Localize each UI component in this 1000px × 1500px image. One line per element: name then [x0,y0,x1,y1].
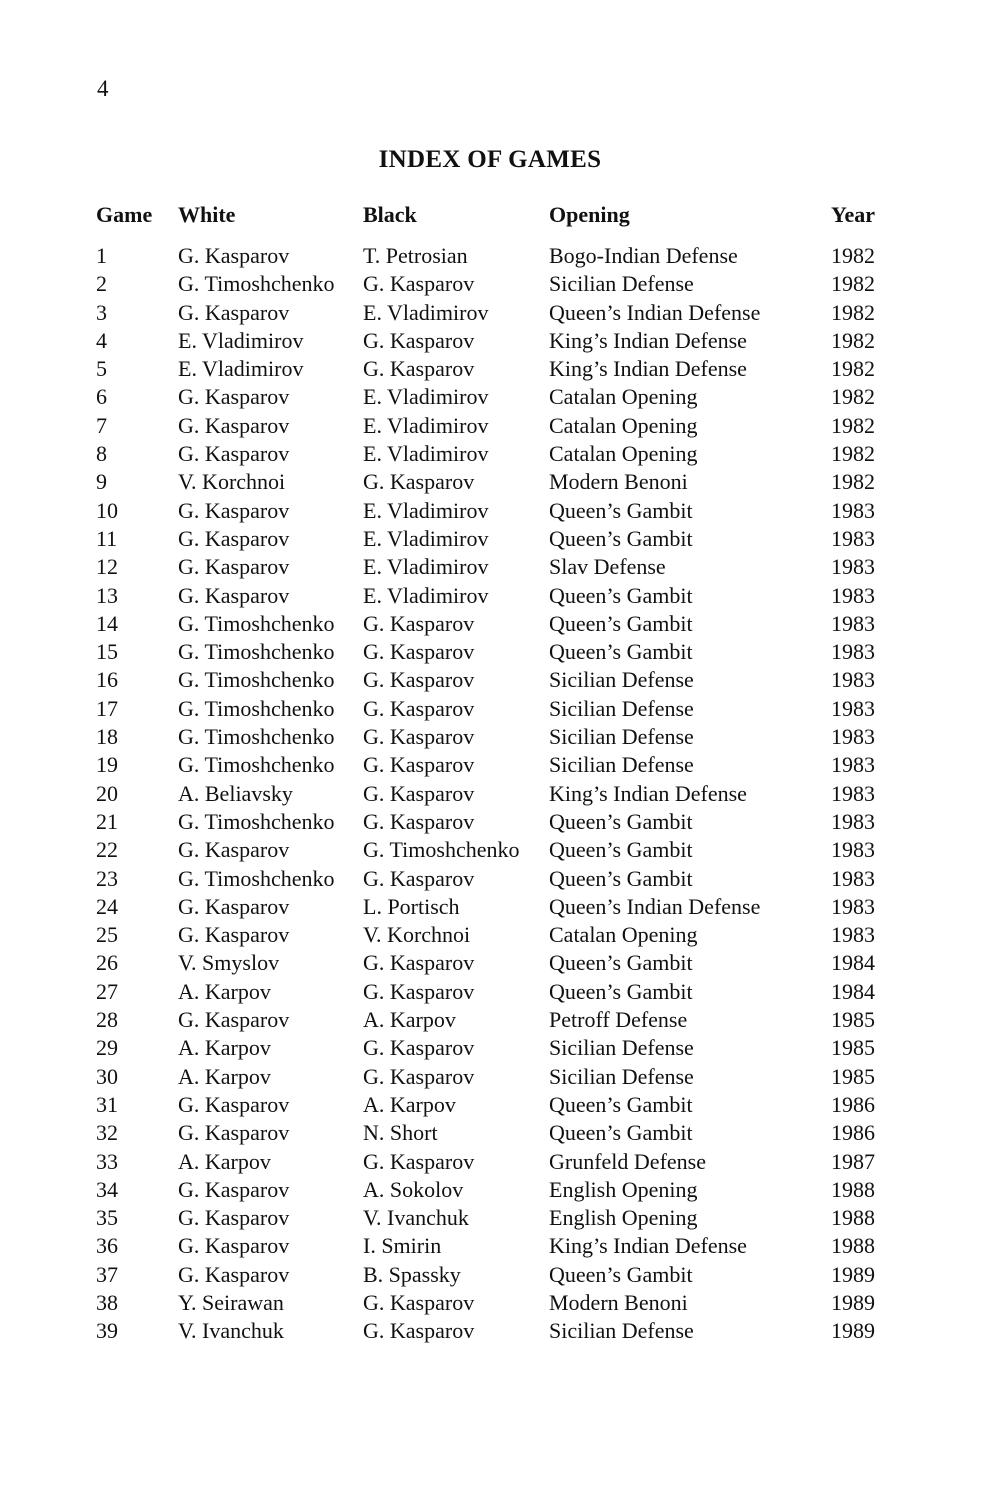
black-player-cell: G. Kasparov [363,356,475,382]
opening-cell: English Opening [549,1205,698,1231]
opening-cell: Modern Benoni [549,469,688,495]
opening-cell: King’s Indian Defense [549,780,747,806]
white-player-cell: G. Kasparov [178,299,290,325]
white-player-cell: G. Kasparov [178,243,290,268]
year-cell: 1985 [831,1063,875,1089]
games-index-table [96,200,896,1346]
white-player-cell: G. Kasparov [178,1120,290,1146]
game-number-cell: 14 [96,610,118,636]
year-cell: 1986 [831,1120,875,1146]
white-player-cell: G. Kasparov [178,441,290,467]
game-number-cell: 25 [96,922,118,948]
opening-cell: Queen’s Gambit [549,978,693,1004]
game-number-cell: 7 [96,412,107,438]
black-player-cell: G. Kasparov [363,1148,475,1174]
game-number-cell: 6 [96,384,107,410]
white-player-cell: A. Beliavsky [178,780,293,806]
year-cell: 1983 [831,667,875,693]
year-cell: 1983 [831,780,875,806]
game-number-cell: 2 [96,271,107,297]
table-row [96,1289,896,1317]
black-player-cell: E. Vladimirov [363,554,489,580]
game-number-cell: 39 [96,1318,118,1344]
opening-cell: Queen’s Gambit [549,610,693,636]
opening-cell: Catalan Opening [549,384,698,410]
table-row [96,1317,896,1345]
table-row [96,242,896,270]
opening-cell: Queen’s Gambit [549,808,693,834]
year-cell: 1983 [831,695,875,721]
year-cell: 1983 [831,525,875,551]
black-player-cell: E. Vladimirov [363,582,489,608]
year-cell: 1984 [831,950,875,976]
black-player-cell: G. Kasparov [363,780,475,806]
game-number-cell: 24 [96,893,118,919]
black-player-cell: G. Kasparov [363,808,475,834]
black-player-cell: G. Kasparov [363,695,475,721]
table-row [96,299,896,327]
opening-cell: Queen’s Gambit [549,639,693,665]
year-cell: 1982 [831,299,875,325]
opening-cell: Sicilian Defense [549,724,694,750]
black-player-cell: A. Karpov [363,1091,456,1117]
table-row [96,525,896,553]
white-player-cell: G. Timoshchenko [178,724,335,750]
opening-cell: Queen’s Gambit [549,582,693,608]
opening-cell: Queen’s Gambit [549,950,693,976]
black-player-cell: G. Kasparov [363,667,475,693]
white-player-cell: A. Karpov [178,1063,271,1089]
opening-cell: Sicilian Defense [549,271,694,297]
table-row [96,921,896,949]
page-number: 4 [97,76,109,101]
opening-cell: Queen’s Indian Defense [549,893,761,919]
opening-cell: Petroff Defense [549,1007,688,1033]
black-player-cell: G. Kasparov [363,271,475,297]
table-row [96,751,896,779]
opening-cell: Sicilian Defense [549,1063,694,1089]
game-number-cell: 1 [96,243,107,268]
year-cell: 1982 [831,469,875,495]
table-row [96,865,896,893]
opening-cell: English Opening [549,1176,698,1202]
white-player-cell: G. Kasparov [178,1233,290,1259]
table-header-row [96,200,896,230]
game-number-cell: 32 [96,1120,118,1146]
game-number-cell: 30 [96,1063,118,1089]
white-player-cell: G. Kasparov [178,1261,290,1287]
column-header-white: White [178,202,236,227]
year-cell: 1988 [831,1233,875,1259]
white-player-cell: G. Timoshchenko [178,865,335,891]
white-player-cell: A. Karpov [178,978,271,1004]
white-player-cell: G. Timoshchenko [178,695,335,721]
table-row [96,440,896,468]
table-row [96,1119,896,1147]
black-player-cell: T. Petrosian [363,243,468,268]
black-player-cell: E. Vladimirov [363,525,489,551]
game-number-cell: 29 [96,1035,118,1061]
table-row [96,1063,896,1091]
black-player-cell: G. Kasparov [363,978,475,1004]
black-player-cell: G. Kasparov [363,469,475,495]
table-row [96,1261,896,1289]
year-cell: 1982 [831,441,875,467]
table-row [96,666,896,694]
opening-cell: Modern Benoni [549,1289,688,1315]
year-cell: 1984 [831,978,875,1004]
table-row [96,383,896,411]
black-player-cell: E. Vladimirov [363,299,489,325]
white-player-cell: G. Kasparov [178,582,290,608]
white-player-cell: G. Kasparov [178,1176,290,1202]
black-player-cell: L. Portisch [363,893,460,919]
game-number-cell: 19 [96,752,118,778]
opening-cell: Queen’s Gambit [549,1261,693,1287]
opening-cell: Sicilian Defense [549,667,694,693]
black-player-cell: V. Ivanchuk [363,1205,469,1231]
year-cell: 1983 [831,724,875,750]
white-player-cell: G. Timoshchenko [178,610,335,636]
year-cell: 1982 [831,384,875,410]
year-cell: 1983 [831,554,875,580]
white-player-cell: G. Timoshchenko [178,271,335,297]
game-number-cell: 16 [96,667,118,693]
game-number-cell: 34 [96,1176,118,1202]
black-player-cell: G. Kasparov [363,950,475,976]
game-number-cell: 33 [96,1148,118,1174]
white-player-cell: G. Timoshchenko [178,667,335,693]
year-cell: 1983 [831,893,875,919]
year-cell: 1983 [831,582,875,608]
column-header-black: Black [363,202,417,227]
game-number-cell: 27 [96,978,118,1004]
column-header-opening: Opening [549,202,630,227]
opening-cell: Sicilian Defense [549,752,694,778]
table-row [96,808,896,836]
white-player-cell: G. Kasparov [178,497,290,523]
table-row [96,582,896,610]
table-row [96,1204,896,1232]
game-number-cell: 17 [96,695,118,721]
black-player-cell: I. Smirin [363,1233,442,1259]
table-row [96,1006,896,1034]
game-number-cell: 21 [96,808,118,834]
table-row [96,355,896,383]
opening-cell: King’s Indian Defense [549,356,747,382]
table-row [96,1091,896,1119]
opening-cell: Queen’s Indian Defense [549,299,761,325]
year-cell: 1983 [831,752,875,778]
table-row [96,780,896,808]
white-player-cell: G. Timoshchenko [178,752,335,778]
column-header-game: Game [96,202,153,227]
game-number-cell: 4 [96,327,107,353]
opening-cell: Bogo-Indian Defense [549,243,738,268]
black-player-cell: G. Kasparov [363,1063,475,1089]
opening-cell: Queen’s Gambit [549,525,693,551]
black-player-cell: G. Kasparov [363,1289,475,1315]
year-cell: 1982 [831,412,875,438]
black-player-cell: E. Vladimirov [363,412,489,438]
table-row [96,270,896,298]
game-number-cell: 38 [96,1289,118,1315]
white-player-cell: Y. Seirawan [178,1289,284,1315]
white-player-cell: G. Kasparov [178,893,290,919]
opening-cell: Queen’s Gambit [549,837,693,863]
game-number-cell: 12 [96,554,118,580]
white-player-cell: V. Smyslov [178,950,280,976]
black-player-cell: V. Korchnoi [363,922,471,948]
year-cell: 1988 [831,1205,875,1231]
game-number-cell: 15 [96,639,118,665]
game-number-cell: 23 [96,865,118,891]
year-cell: 1983 [831,837,875,863]
year-cell: 1989 [831,1318,875,1344]
year-cell: 1983 [831,808,875,834]
white-player-cell: G. Timoshchenko [178,639,335,665]
opening-cell: Grunfeld Defense [549,1148,706,1174]
table-row [96,836,896,864]
opening-cell: Queen’s Gambit [549,497,693,523]
table-row [96,723,896,751]
table-row [96,1148,896,1176]
game-number-cell: 13 [96,582,118,608]
game-number-cell: 8 [96,441,107,467]
table-body [96,242,896,1346]
table-row [96,468,896,496]
white-player-cell: G. Kasparov [178,412,290,438]
year-cell: 1985 [831,1035,875,1061]
game-number-cell: 10 [96,497,118,523]
column-header-year: Year [831,202,875,227]
black-player-cell: E. Vladimirov [363,384,489,410]
black-player-cell: B. Spassky [363,1261,461,1287]
black-player-cell: G. Kasparov [363,610,475,636]
game-number-cell: 9 [96,469,107,495]
year-cell: 1982 [831,243,875,268]
table-row [96,949,896,977]
white-player-cell: V. Korchnoi [178,469,286,495]
table-row [96,893,896,921]
year-cell: 1983 [831,639,875,665]
year-cell: 1988 [831,1176,875,1202]
game-number-cell: 11 [96,525,118,551]
opening-cell: King’s Indian Defense [549,327,747,353]
table-row [96,1232,896,1260]
year-cell: 1985 [831,1007,875,1033]
black-player-cell: E. Vladimirov [363,497,489,523]
black-player-cell: G. Kasparov [363,1035,475,1061]
year-cell: 1983 [831,497,875,523]
white-player-cell: G. Kasparov [178,1091,290,1117]
game-number-cell: 3 [96,299,107,325]
black-player-cell: G. Timoshchenko [363,837,520,863]
white-player-cell: E. Vladimirov [178,327,304,353]
black-player-cell: G. Kasparov [363,865,475,891]
year-cell: 1989 [831,1289,875,1315]
table-row [96,553,896,581]
year-cell: 1982 [831,327,875,353]
game-number-cell: 5 [96,356,107,382]
opening-cell: Queen’s Gambit [549,865,693,891]
opening-cell: Sicilian Defense [549,695,694,721]
white-player-cell: A. Karpov [178,1035,271,1061]
game-number-cell: 26 [96,950,118,976]
opening-cell: Catalan Opening [549,922,698,948]
black-player-cell: G. Kasparov [363,1318,475,1344]
game-number-cell: 36 [96,1233,118,1259]
table-row [96,497,896,525]
year-cell: 1983 [831,865,875,891]
opening-cell: Sicilian Defense [549,1035,694,1061]
game-number-cell: 31 [96,1091,118,1117]
white-player-cell: E. Vladimirov [178,356,304,382]
table-row [96,610,896,638]
table-row [96,695,896,723]
table-row [96,638,896,666]
year-cell: 1982 [831,271,875,297]
opening-cell: Catalan Opening [549,412,698,438]
white-player-cell: A. Karpov [178,1148,271,1174]
game-number-cell: 18 [96,724,118,750]
opening-cell: Sicilian Defense [549,1318,694,1344]
year-cell: 1989 [831,1261,875,1287]
page-title: INDEX OF GAMES [378,146,602,173]
year-cell: 1982 [831,356,875,382]
opening-cell: Catalan Opening [549,441,698,467]
opening-cell: Queen’s Gambit [549,1091,693,1117]
opening-cell: Slav Defense [549,554,666,580]
black-player-cell: E. Vladimirov [363,441,489,467]
black-player-cell: A. Karpov [363,1007,456,1033]
table-row [96,978,896,1006]
black-player-cell: N. Short [363,1120,438,1146]
white-player-cell: G. Kasparov [178,837,290,863]
year-cell: 1983 [831,922,875,948]
white-player-cell: G. Kasparov [178,384,290,410]
year-cell: 1987 [831,1148,875,1174]
black-player-cell: G. Kasparov [363,724,475,750]
game-number-cell: 28 [96,1007,118,1033]
black-player-cell: G. Kasparov [363,327,475,353]
table-row [96,327,896,355]
white-player-cell: G. Timoshchenko [178,808,335,834]
white-player-cell: G. Kasparov [178,525,290,551]
white-player-cell: G. Kasparov [178,554,290,580]
table-row [96,1176,896,1204]
game-number-cell: 37 [96,1261,118,1287]
black-player-cell: A. Sokolov [363,1176,464,1202]
game-number-cell: 22 [96,837,118,863]
game-number-cell: 20 [96,780,118,806]
white-player-cell: G. Kasparov [178,922,290,948]
black-player-cell: G. Kasparov [363,639,475,665]
opening-cell: Queen’s Gambit [549,1120,693,1146]
white-player-cell: G. Kasparov [178,1007,290,1033]
year-cell: 1983 [831,610,875,636]
table-row [96,412,896,440]
table-row [96,1034,896,1062]
black-player-cell: G. Kasparov [363,752,475,778]
year-cell: 1986 [831,1091,875,1117]
white-player-cell: V. Ivanchuk [178,1318,284,1344]
game-number-cell: 35 [96,1205,118,1231]
opening-cell: King’s Indian Defense [549,1233,747,1259]
white-player-cell: G. Kasparov [178,1205,290,1231]
